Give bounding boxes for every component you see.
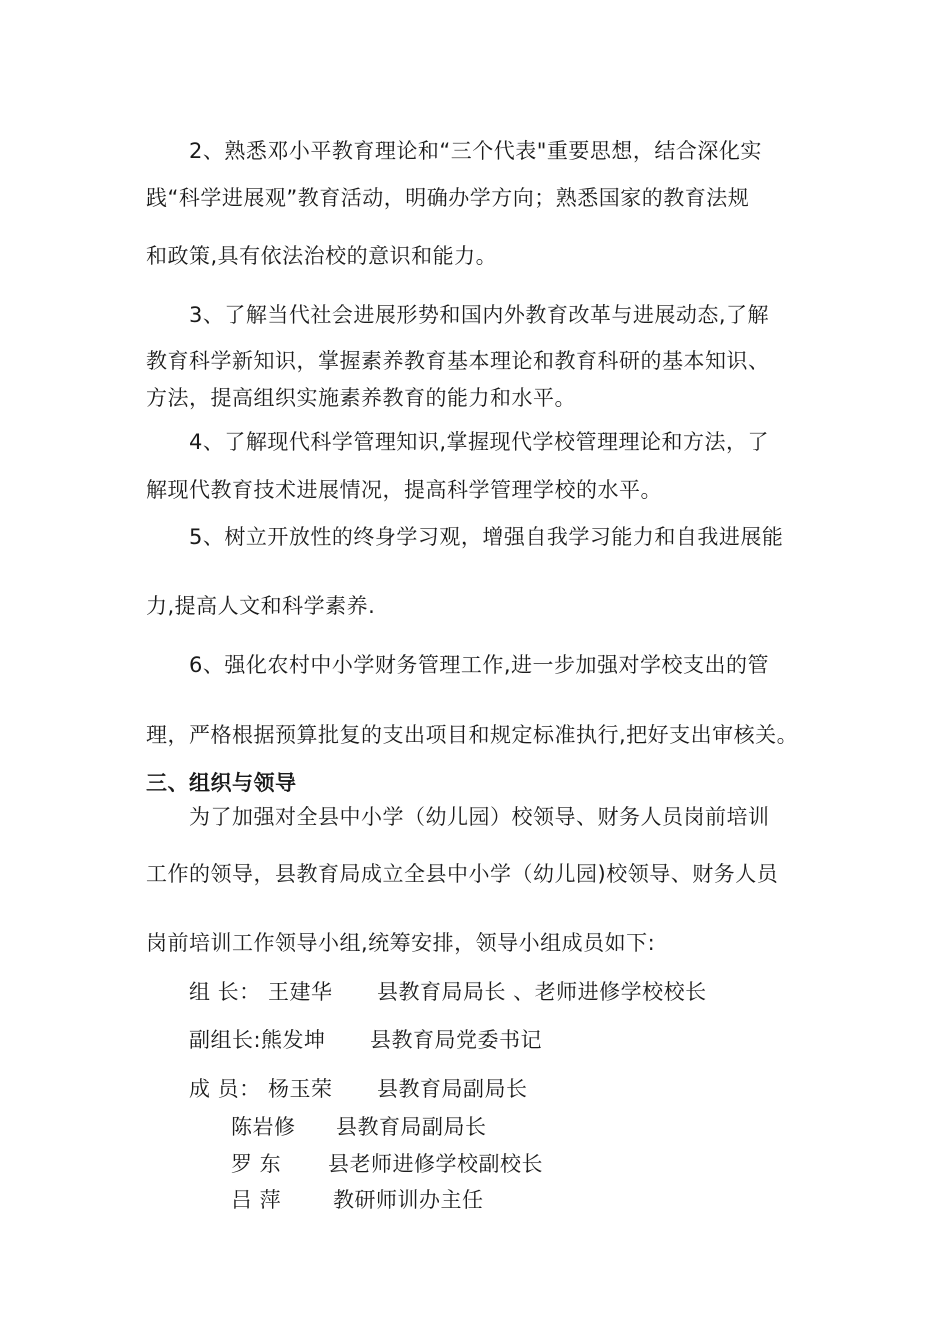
paragraph-3-line-1: 3、了解当代社会进展形势和国内外教育改革与进展动态,了解 xyxy=(189,303,770,327)
member-title: 县教育局党委书记 xyxy=(370,1028,542,1052)
member-title: 教研师训办主任 xyxy=(333,1188,484,1212)
member-title: 县教育局副局长 xyxy=(336,1115,487,1139)
member-title: 县老师进修学校副校长 xyxy=(328,1152,543,1176)
paragraph-4-line-1: 4、了解现代科学管理知识,掌握现代学校管理理论和方法，了 xyxy=(189,430,770,454)
section-3-heading: 三、组织与领导 xyxy=(146,771,297,795)
member-name: 罗 东 xyxy=(231,1152,282,1176)
section-3-intro-line-3: 岗前培训工作领导小组,统筹安排，领导小组成员如下: xyxy=(146,931,656,955)
section-3-intro-line-1: 为了加强对全县中小学（幼儿园）校领导、财务人员岗前培训 xyxy=(189,805,770,829)
member-name: 吕 萍 xyxy=(231,1188,282,1212)
member-role: 组 长： xyxy=(189,980,261,1004)
member-name: 王建华 xyxy=(268,980,333,1004)
member-role: 成 员： xyxy=(189,1077,261,1101)
paragraph-3-line-2: 教育科学新知识，掌握素养教育基本理论和教育科研的基本知识、 xyxy=(146,349,770,373)
paragraph-5-line-1: 5、树立开放性的终身学习观，增强自我学习能力和自我进展能 xyxy=(189,525,784,549)
paragraph-5-line-2: 力,提高人文和科学素养. xyxy=(146,594,376,618)
member-title: 县教育局副局长 xyxy=(377,1077,528,1101)
member-name: 杨玉荣 xyxy=(268,1077,333,1101)
section-3-intro-line-2: 工作的领导，县教育局成立全县中小学（幼儿园)校领导、财务人员 xyxy=(146,862,779,886)
paragraph-6-line-2: 理，严格根据预算批复的支出项目和规定标准执行,把好支出审核关。 xyxy=(146,723,799,747)
member-name: 陈岩修 xyxy=(231,1115,296,1139)
paragraph-3-line-3: 方法，提高组织实施素养教育的能力和水平。 xyxy=(146,386,576,410)
paragraph-2-line-1: 2、熟悉邓小平教育理论和“三个代表"重要思想，结合深化实 xyxy=(189,139,762,163)
member-title: 县教育局局长 、老师进修学校校长 xyxy=(377,980,707,1004)
paragraph-2-line-2: 践“科学进展观”教育活动，明确办学方向；熟悉国家的教育法规 xyxy=(146,186,750,210)
member-role: 副组长: xyxy=(189,1028,262,1052)
paragraph-2-line-3: 和政策,具有依法治校的意识和能力。 xyxy=(146,244,498,268)
paragraph-6-line-1: 6、强化农村中小学财务管理工作,进一步加强对学校支出的管 xyxy=(189,653,770,677)
member-name: 熊发坤 xyxy=(261,1028,326,1052)
paragraph-4-line-2: 解现代教育技术进展情况，提高科学管理学校的水平。 xyxy=(146,478,662,502)
